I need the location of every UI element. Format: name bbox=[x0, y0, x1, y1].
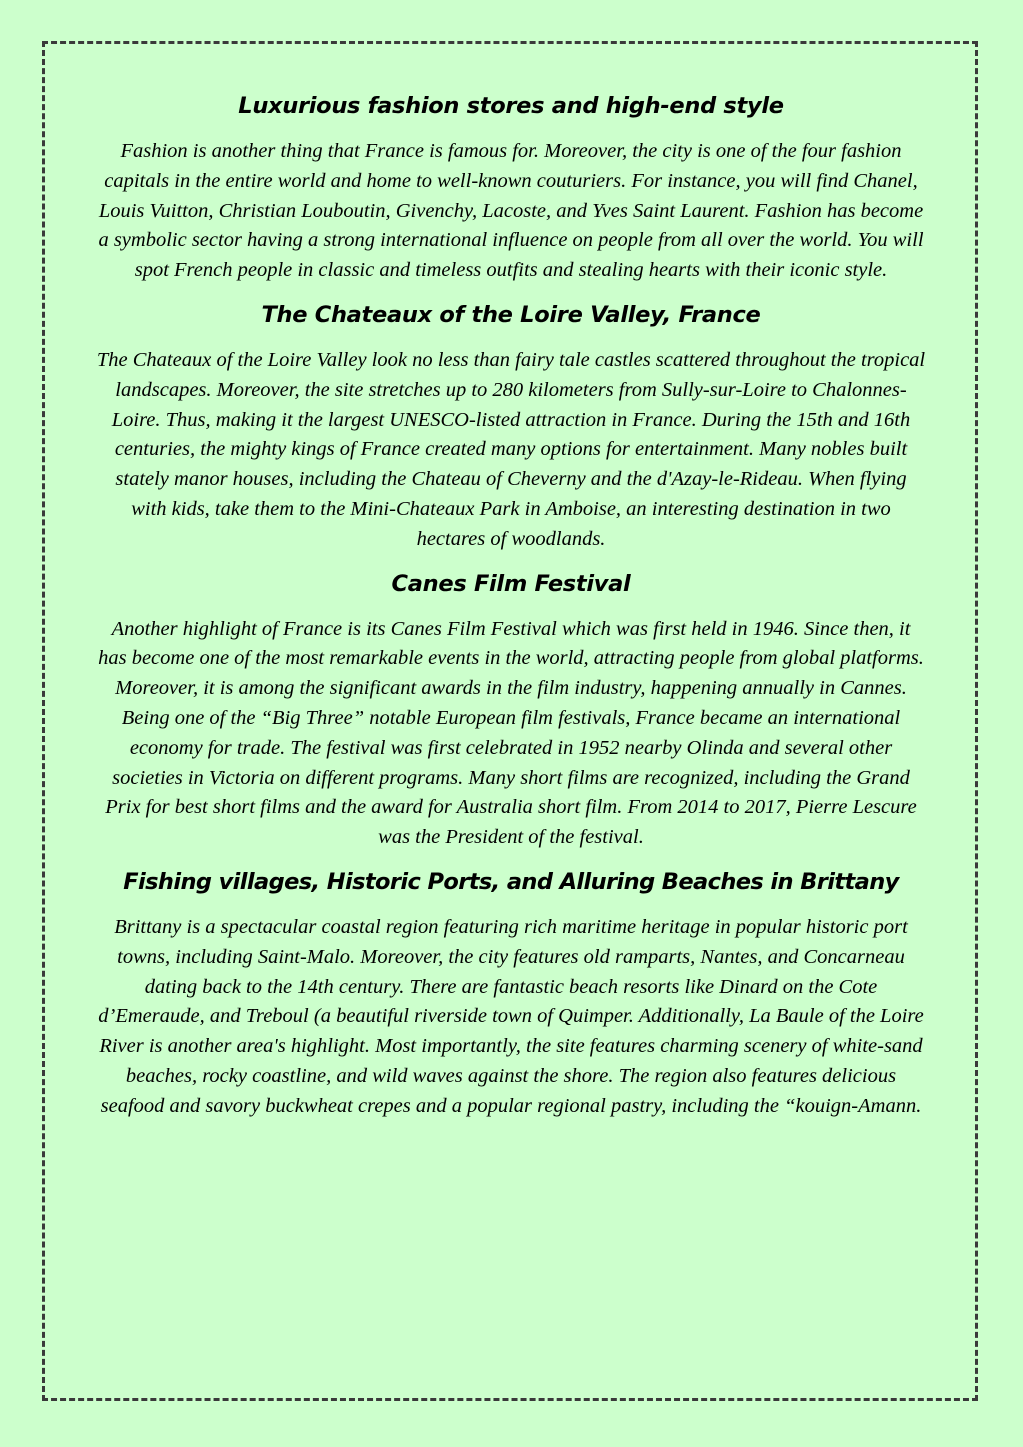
section-body-loire-chateaux: The Chateaux of the Loire Valley look no less than fairy tale castles scattered throughout the tropical landscapes. Moreover, the site stretches up to 280 kilometers from Sully-sur-Loire to Chalonnes-Loire. Thus, making it the largest UNESCO-listed attraction in France. During the 15th and 16th centuries, the mighty kings of France created many options for entertainment. Many nobles built stately manor houses, including the Chateau of Cheverny and the d'Azay-le-Rideau. When flying with kids, take them to the Mini-Chateaux Park in Amboise, an interesting destination in two hectares of woodlands. bbox=[96, 348, 926, 550]
section-body-brittany: Brittany is a spectacular coastal region featuring rich maritime heritage in popular historic port towns, including Saint-Malo. Moreover, the city features old ramparts, Nantes, and Concarneau dating back to the 14th century. There are fantastic beach resorts like Dinard on the Cote d’Emeraude, and Treboul (a beautiful riverside town of Quimper. Additionally, La Baule of the Loire River is another area's highlight. Most importantly, the site features charming scenery of white-sand beaches, rocky coastline, and wild waves against the shore. The region also features delicious seafood and savory buckwheat crepes and a popular regional pastry, including the “kouign-Amann. bbox=[98, 915, 924, 1117]
section-body-fashion: Fashion is another thing that France is famous for. Moreover, the city is one of the four fashion capitals in the entire world and home to well-known couturiers. For instance, you will find Chanel, Louis Vuitton, Christian Louboutin, Givenchy, Lacoste, and Yves Saint Laurent. Fashion has become a symbolic sector having a strong international influence on people from all over the world. You will spot French people in classic and timeless outfits and stealing hearts with their iconic style. bbox=[98, 140, 924, 282]
section-body-film-festival: Another highlight of France is its Canes Film Festival which was first held in 1946. Since then, it has become one of the most remarkable events in the world, attracting people from global platforms. Moreover, it is among the significant awards in the film industry, happening annually in Cannes. Being one of the “Big Three” notable European film festivals, France became an international economy for trade. The festival was first celebrated in 1952 nearby Olinda and several other societies in Victoria on different programs. Many short films are recognized, including the Grand Prix for best short films and the award for Australia short film. From 2014 to 2017, Pierre Lescure was the President of the festival. bbox=[98, 617, 924, 849]
section-heading-film-festival: Canes Film Festival bbox=[391, 570, 631, 597]
section-heading-brittany: Fishing villages, Historic Ports, and Alluring Beaches in Brittany bbox=[123, 868, 899, 895]
section-heading-loire-chateaux: The Chateaux of the Loire Valley, France bbox=[261, 301, 761, 328]
document-content bbox=[96, 91, 926, 1136]
section-heading-fashion: Luxurious fashion stores and high-end style bbox=[238, 93, 784, 119]
